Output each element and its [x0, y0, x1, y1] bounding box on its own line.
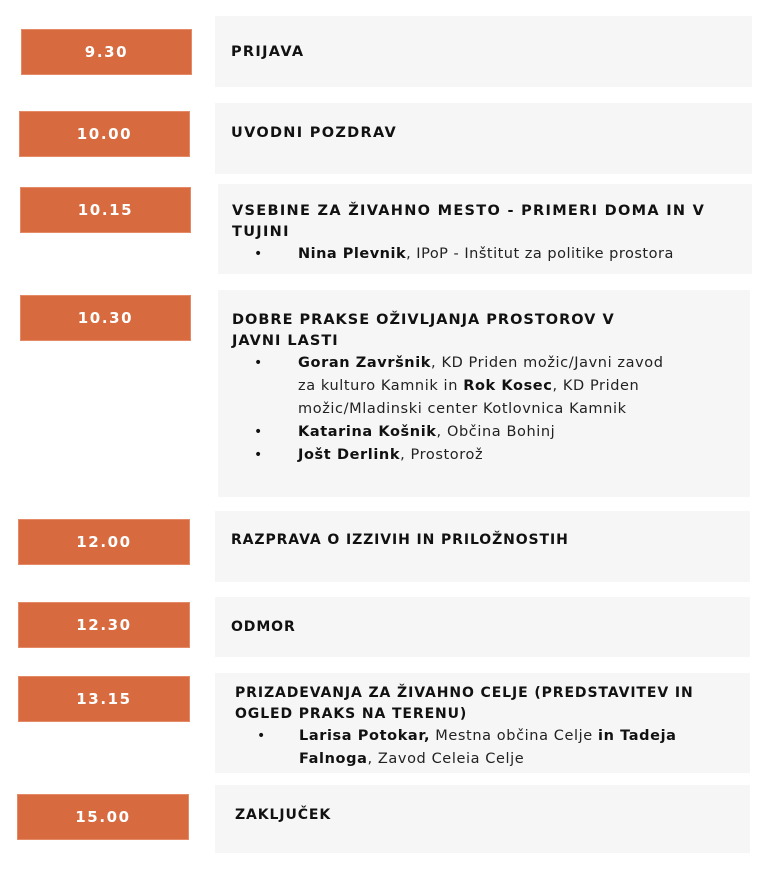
speaker-list — [232, 352, 672, 467]
speaker-name: Jošt Derlink — [298, 447, 401, 463]
time-badge-9-30 — [21, 29, 192, 75]
time-label: 12.30 — [76, 616, 132, 634]
time-badge-10-15 — [20, 187, 191, 233]
speaker-affiliation: , KD Priden možic/Mladinski center Kotlovnica Kamnik — [298, 378, 640, 417]
agenda-title: VSEBINE ZA ŽIVAHNO MESTO - PRIMERI DOMA IN V TUJINI — [232, 203, 706, 240]
speaker-item — [232, 352, 672, 421]
agenda-title: PRIJAVA — [231, 44, 305, 60]
speaker-affiliation: , KD Priden možic/Javni zavod za kulturo Kamnik in — [298, 355, 664, 394]
time-label: 10.30 — [77, 309, 134, 327]
speaker-name: Rok Kosec — [463, 378, 553, 394]
agenda-title: PRIZADEVANJA ZA ŽIVAHNO CELJE (PREDSTAVITEV IN OGLED PRAKS NA TERENU) — [235, 685, 694, 722]
speaker-affiliation: , IPoP - Inštitut za politike prostora — [406, 246, 674, 262]
agenda-item-uvodni-pozdrav — [215, 103, 752, 174]
agenda-title: ZAKLJUČEK — [235, 807, 332, 823]
time-badge-15-00 — [17, 794, 189, 840]
agenda-title: UVODNI POZDRAV — [231, 125, 398, 141]
agenda-item-zakljucek — [215, 785, 750, 853]
agenda-item-odmor — [215, 597, 750, 657]
speaker-item — [232, 421, 672, 444]
speaker-name: Larisa Potokar, — [299, 728, 431, 744]
speaker-item — [232, 243, 746, 266]
speaker-affiliation: , Zavod Celeia Celje — [367, 751, 525, 767]
speaker-name: in Tadeja Falnoga — [299, 728, 677, 767]
agenda-item-dobre-prakse — [218, 290, 750, 497]
speaker-list — [232, 243, 746, 266]
speaker-name: Katarina Košnik — [298, 424, 437, 440]
agenda-item-prijava — [215, 16, 752, 87]
agenda-item-prizadevanja — [215, 673, 750, 773]
speaker-list — [235, 725, 715, 771]
speaker-item — [232, 444, 672, 467]
time-label: 10.15 — [77, 201, 134, 219]
time-label: 15.00 — [75, 808, 131, 826]
time-label: 9.30 — [84, 43, 129, 61]
agenda-item-vsebine — [218, 184, 752, 274]
time-badge-12-00 — [18, 519, 190, 565]
time-badge-10-00 — [19, 111, 190, 157]
agenda-title: ODMOR — [231, 619, 296, 635]
speaker-name: Goran Završnik — [298, 355, 432, 371]
time-badge-12-30 — [18, 602, 190, 648]
time-label: 12.00 — [76, 533, 132, 551]
agenda-item-razprava — [215, 511, 750, 582]
time-badge-10-30 — [20, 295, 191, 341]
speaker-item — [235, 725, 715, 771]
time-badge-13-15 — [18, 676, 190, 722]
speaker-affiliation: Mestna občina Celje — [430, 728, 599, 744]
agenda-title: RAZPRAVA O IZZIVIH IN PRILOŽNOSTIH — [231, 532, 569, 548]
time-label: 10.00 — [76, 125, 133, 143]
speaker-name: Nina Plevnik — [298, 246, 407, 262]
speaker-affiliation: , Prostorož — [400, 447, 484, 463]
agenda-title: DOBRE PRAKSE OŽIVLJANJA PROSTOROV V JAVNI LASTI — [232, 312, 615, 349]
time-label: 13.15 — [76, 690, 132, 708]
speaker-affiliation: , Občina Bohinj — [436, 424, 556, 440]
